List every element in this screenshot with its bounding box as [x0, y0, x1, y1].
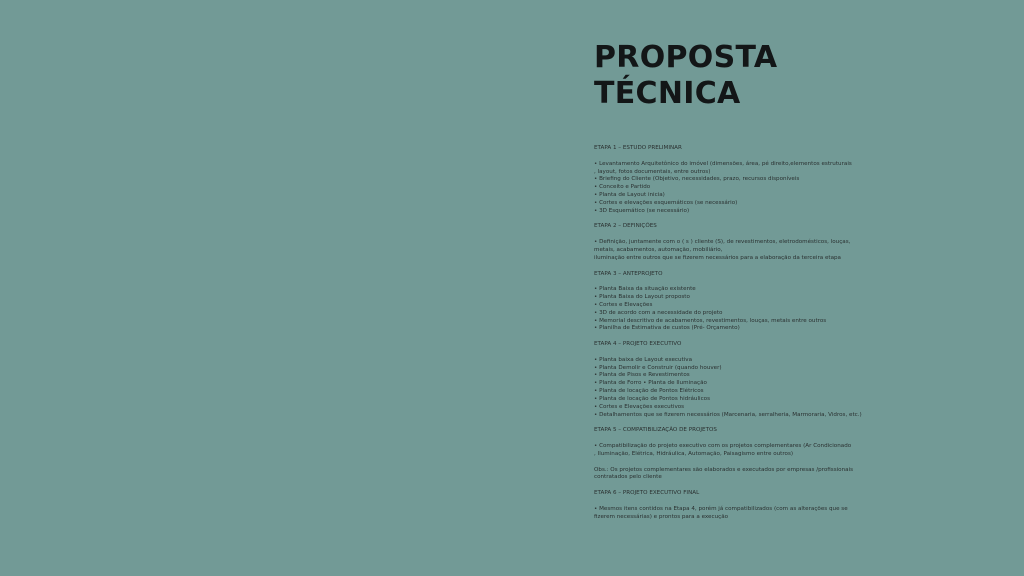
etapa-2-item: metais, acabamentos, automação, mobiliário, — [594, 246, 723, 253]
etapa-1-item: • Conceito e Partido — [594, 184, 651, 191]
etapa-1-heading: ETAPA 1 – ESTUDO PRELIMINAR — [594, 145, 682, 151]
spacer — [594, 349, 894, 357]
etapa-3-item: • Planilha de Estimativa de custos (Pré- Orçamento) — [594, 325, 740, 332]
spacer — [594, 459, 894, 467]
etapa-4-item: • Planta de Forro • Planta de Iluminação — [594, 380, 707, 387]
spacer — [594, 231, 894, 239]
etapa-5-obs: contratados pelo cliente — [594, 474, 662, 481]
etapa-1-item: • 3D Esquemático (se necessário) — [594, 207, 690, 214]
etapa-4-heading: ETAPA 4 – PROJETO EXECUTIVO — [594, 341, 682, 348]
etapa-3-heading: ETAPA 3 – ANTEPROJETO — [594, 270, 663, 277]
spacer — [594, 278, 894, 286]
etapa-4-item: • Planta de locação de Pontos Elétricos — [594, 388, 704, 395]
etapa-3-item: • Cortes e Elevações — [594, 301, 653, 308]
spacer — [594, 482, 894, 490]
etapa-4-item: • Planta Demolir e Construir (quando houver) — [594, 364, 722, 371]
page-title — [594, 40, 777, 112]
etapa-6-heading: ETAPA 6 – PROJETO EXECUTIVO FINAL — [594, 490, 700, 497]
spacer — [594, 435, 894, 443]
etapa-3-item: • 3D de acordo com a necessidade do projeto — [594, 309, 723, 316]
etapa-2-item: • Definição, juntamente com o ( s ) cliente (S), de revestimentos, eletrodomésticos, louças, — [594, 239, 851, 246]
spacer — [594, 498, 894, 506]
title-line-1: PROPOSTA — [594, 40, 778, 75]
etapa-4-item: • Cortes e Elevações executivos — [594, 403, 685, 410]
title-line-2: TÉCNICA — [594, 76, 741, 111]
etapa-5-heading: ETAPA 5 – COMPATIBILIZAÇÃO DE PROJETOS — [594, 427, 717, 434]
etapa-6-item: • Mesmos itens contidos na Etapa 4, porém já compatibilizados (com as alterações que se — [594, 505, 848, 512]
etapa-4-item: • Planta baixa de Layout executiva — [594, 356, 693, 363]
etapa-1-item: • Cortes e elevações esquemáticos (se necessário) — [594, 199, 738, 206]
etapa-5-item: , Iluminação, Elétrica, Hidráulica, Automação, Paisagismo entre outros) — [594, 450, 794, 457]
etapa-5-obs: Obs.: Os projetos complementares são elaborados e executados por empresas /profissionais — [594, 466, 854, 473]
etapa-1-item: • Levantamento Arquitetônico do imóvel (dimensões, área, pé direito,elementos estruturais — [594, 160, 852, 167]
etapa-4-item: • Planta de locação de Pontos hidráulicos — [594, 396, 710, 402]
etapa-1-item: • Planta de Layout inicia) — [594, 192, 665, 199]
etapa-3-item: • Planta Baixa do Layout proposto — [594, 294, 690, 301]
proposal-body — [594, 145, 894, 522]
etapa-1-item: • Briefing do Cliente (Objetivo, necessidades, prazo, recursos disponíveis — [594, 176, 800, 183]
etapa-2-item: iluminação entre outros que se fizerem necessários para a elaboração da terceira etapa — [594, 254, 841, 261]
etapa-3-item: • Planta Baixa da situação existente — [594, 286, 696, 293]
etapa-4-item: • Detalhamentos que se fizerem necessários (Marcenaria, serralheria, Marmoraria, Vidros, etc.) — [594, 411, 862, 418]
etapa-5-item: • Compatibilização do projeto executivo com os projetos complementares (Ar Condicionado — [594, 443, 852, 450]
etapa-6-item: fizerem necessárias) e prontos para a execução — [594, 513, 729, 520]
etapa-3-item: • Memorial descritivo de acabamentos, revestimentos, louças, metais entre outros — [594, 317, 827, 324]
spacer — [594, 153, 894, 161]
etapa-2-heading: ETAPA 2 – DEFINIÇÕES — [594, 223, 657, 230]
etapa-4-item: • Planta de Pisos e Revestimentos — [594, 372, 690, 379]
spacer — [594, 263, 894, 271]
etapa-1-item: , layout, fotos documentais, entre outros) — [594, 168, 711, 175]
spacer — [594, 333, 894, 341]
